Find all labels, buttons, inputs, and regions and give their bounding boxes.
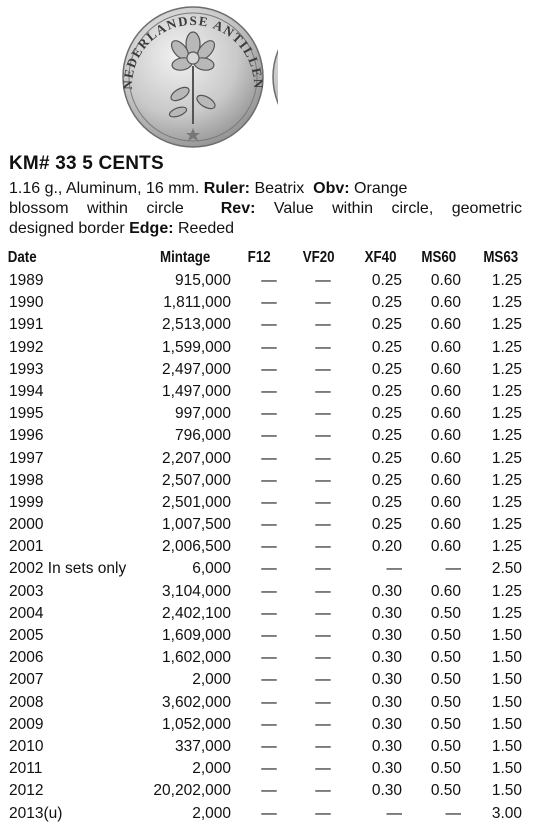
cell-f12: —: [261, 671, 277, 689]
cell-xf40: 0.25: [371, 493, 402, 511]
cell-date: 1995: [9, 405, 44, 423]
table-row: [0, 603, 540, 625]
cell-mintage: 915,000: [174, 272, 231, 289]
cell-vf20: —: [315, 760, 331, 778]
cell-ms63: 2.50: [491, 560, 522, 578]
cell-vf20: —: [315, 782, 331, 800]
table-row: [0, 692, 540, 714]
cell-mintage: 2,402,100: [162, 604, 231, 622]
cell-mintage: 6,000: [192, 560, 231, 578]
table-row: [0, 714, 540, 736]
cell-ms60: 0.50: [430, 737, 461, 755]
table-row: [0, 647, 540, 669]
cell-ms63: 1.25: [491, 493, 522, 511]
cell-f12: —: [261, 715, 277, 733]
table-row: [0, 581, 540, 603]
cell-vf20: —: [315, 649, 331, 667]
cell-f12: —: [261, 493, 277, 511]
cell-f12: —: [261, 693, 277, 711]
cell-f12: —: [261, 294, 277, 312]
cell-ms60: 0.50: [430, 760, 461, 778]
cell-ms60: 0.50: [430, 782, 461, 800]
cell-mintage: 1,007,500: [162, 516, 231, 534]
catalog-heading: KM# 33 5 CENTS: [9, 153, 164, 174]
cell-ms60: 0.60: [430, 338, 461, 356]
cell-ms60: 0.60: [430, 471, 461, 489]
header-mintage: Mintage: [159, 249, 211, 266]
cell-mintage: 997,000: [174, 405, 231, 423]
cell-ms63: 1.25: [491, 538, 522, 556]
cell-vf20: —: [315, 560, 331, 578]
coin-images: [118, 4, 278, 150]
cell-ms63: 1.50: [491, 693, 522, 711]
cell-ms60: 0.60: [430, 382, 461, 400]
cell-f12: —: [261, 471, 277, 489]
header-ms63: MS63: [483, 249, 519, 266]
table-row: [0, 359, 540, 381]
cell-xf40: 0.25: [371, 471, 402, 489]
cell-f12: —: [261, 338, 277, 356]
coin-description: [9, 179, 522, 239]
table-row: [0, 314, 540, 336]
cell-ms60: —: [445, 804, 461, 822]
cell-date: 2008: [9, 693, 44, 711]
cell-xf40: 0.30: [371, 627, 402, 644]
cell-vf20: —: [315, 427, 331, 445]
cell-date: 2013(u): [9, 804, 63, 822]
cell-date: 2010: [9, 737, 44, 755]
table-row: [0, 669, 540, 691]
table-row: [0, 514, 540, 536]
header-ms60: MS60: [421, 249, 457, 266]
table-row: [0, 625, 540, 647]
cell-xf40: 0.30: [371, 737, 402, 755]
table-row: [0, 558, 540, 580]
cell-xf40: 0.30: [371, 604, 402, 622]
cell-f12: —: [261, 449, 277, 467]
cell-date: 1996: [9, 427, 44, 445]
cell-ms63: 1.25: [491, 427, 522, 445]
cell-mintage: 2,497,000: [162, 360, 231, 378]
cell-ms60: 0.50: [430, 715, 461, 733]
cell-mintage: 3,602,000: [162, 693, 231, 711]
cell-date: 2012: [9, 782, 44, 800]
cell-f12: —: [261, 604, 277, 622]
cell-date: 2007: [9, 671, 44, 689]
cell-xf40: 0.30: [371, 693, 402, 711]
cell-date: 2003: [9, 582, 44, 600]
header-vf20: VF20: [302, 249, 335, 266]
cell-vf20: —: [315, 516, 331, 534]
cell-xf40: 0.25: [371, 338, 402, 356]
cell-mintage: 1,811,000: [163, 294, 231, 312]
cell-f12: —: [261, 516, 277, 534]
cell-ms63: 1.50: [491, 737, 522, 755]
cell-vf20: —: [315, 449, 331, 467]
cell-mintage: 2,501,000: [162, 493, 231, 511]
cell-ms63: 1.25: [491, 471, 522, 489]
table-row: [0, 536, 540, 558]
cell-xf40: 0.25: [371, 294, 402, 312]
cell-mintage: 20,202,000: [153, 782, 231, 800]
cell-ms60: 0.50: [430, 693, 461, 711]
cell-ms60: —: [445, 560, 461, 578]
cell-vf20: —: [315, 382, 331, 400]
cell-f12: —: [261, 382, 277, 400]
cell-date: 2009: [9, 715, 44, 733]
cell-date: 1994: [9, 382, 44, 400]
table-row: [0, 425, 540, 447]
cell-f12: —: [261, 804, 277, 822]
cell-xf40: 0.30: [371, 715, 402, 733]
cell-ms63: 3.00: [491, 804, 522, 822]
table-row: [0, 803, 540, 825]
cell-f12: —: [261, 427, 277, 445]
cell-ms60: 0.50: [430, 627, 461, 644]
cell-mintage: 3,104,000: [162, 582, 231, 600]
cell-ms63: 1.25: [491, 360, 522, 378]
cell-xf40: 0.25: [371, 316, 402, 334]
cell-ms60: 0.60: [430, 294, 461, 312]
cell-mintage: 1,602,000: [162, 649, 231, 667]
cell-vf20: —: [315, 360, 331, 378]
coin-reverse: [273, 7, 278, 147]
cell-date: 2006: [9, 649, 44, 667]
cell-ms60: 0.60: [430, 516, 461, 534]
table-row: [0, 448, 540, 470]
cell-vf20: —: [315, 604, 331, 622]
cell-mintage: 2,513,000: [162, 316, 231, 334]
cell-mintage: 1,052,000: [162, 715, 231, 733]
cell-f12: —: [261, 316, 277, 334]
cell-mintage: 2,000: [192, 760, 231, 778]
cell-ms60: 0.50: [430, 649, 461, 667]
cell-ms63: 1.50: [491, 671, 522, 689]
cell-xf40: 0.25: [371, 382, 402, 400]
cell-xf40: 0.30: [371, 582, 402, 600]
cell-vf20: —: [315, 693, 331, 711]
cell-mintage: 1,497,000: [162, 382, 231, 400]
cell-xf40: 0.25: [371, 427, 402, 445]
table-row: [0, 403, 540, 425]
cell-vf20: —: [315, 671, 331, 689]
cell-date: 2005: [9, 627, 44, 644]
cell-ms60: 0.60: [430, 582, 461, 600]
cell-ms63: 1.50: [491, 760, 522, 778]
cell-date: 1992: [9, 338, 44, 356]
table-body: [0, 270, 540, 825]
table-header: [0, 246, 519, 270]
cell-xf40: —: [386, 804, 402, 822]
table-row: [0, 780, 540, 802]
cell-ms63: 1.25: [491, 294, 522, 312]
cell-f12: —: [261, 582, 277, 600]
cell-ms60: 0.60: [430, 538, 461, 556]
cell-xf40: —: [386, 560, 402, 578]
cell-date: 2001: [9, 538, 44, 556]
cell-ms63: 1.25: [491, 449, 522, 467]
cell-vf20: —: [315, 804, 331, 822]
obverse-legend: NEDERLANDSE ANTILLEN: [119, 12, 267, 90]
cell-f12: —: [261, 760, 277, 778]
cell-ms63: 1.25: [491, 272, 522, 289]
cell-ms63: 1.50: [491, 627, 522, 644]
desc-line-2: blossom within circle Rev: Value within circle, geometric: [9, 200, 523, 217]
cell-ms63: 1.25: [491, 582, 522, 600]
cell-f12: —: [261, 782, 277, 800]
mintage-table: [0, 246, 540, 825]
cell-ms63: 1.25: [491, 405, 522, 423]
cell-ms60: 0.60: [430, 272, 461, 289]
cell-mintage: 1,609,000: [162, 627, 231, 644]
cell-mintage: 2,006,500: [162, 538, 231, 556]
header-xf40: XF40: [364, 249, 397, 266]
cell-ms63: 1.50: [491, 715, 522, 733]
table-row: [0, 470, 540, 492]
cell-vf20: —: [315, 272, 331, 289]
cell-ms63: 1.50: [491, 782, 522, 800]
cell-f12: —: [261, 272, 277, 289]
cell-date: 2000: [9, 516, 44, 534]
cell-mintage: 1,599,000: [162, 338, 231, 356]
cell-date: 1999: [9, 493, 44, 511]
cell-ms63: 1.25: [491, 338, 522, 356]
cell-date: 1997: [9, 449, 44, 467]
cell-vf20: —: [315, 715, 331, 733]
cell-ms63: 1.25: [491, 316, 522, 334]
cell-date: 2004: [9, 604, 44, 622]
cell-xf40: 0.30: [371, 649, 402, 667]
cell-f12: —: [261, 560, 277, 578]
cell-ms60: 0.50: [430, 671, 461, 689]
cell-f12: —: [261, 627, 277, 644]
cell-mintage: 796,000: [174, 427, 231, 445]
cell-vf20: —: [315, 471, 331, 489]
cell-xf40: 0.25: [371, 360, 402, 378]
cell-xf40: 0.30: [371, 782, 402, 800]
cell-f12: —: [261, 360, 277, 378]
cell-mintage: 2,207,000: [162, 449, 231, 467]
table-row: [0, 492, 540, 514]
cell-date: 2011: [9, 760, 43, 778]
cell-date: 1991: [9, 316, 44, 334]
table-row: [0, 758, 540, 780]
cell-vf20: —: [315, 338, 331, 356]
cell-ms63: 1.25: [491, 382, 522, 400]
table-row: [0, 337, 540, 359]
cell-date: 2002 In sets only: [9, 560, 127, 578]
cell-xf40: 0.25: [371, 272, 402, 289]
header-f12: F12: [247, 249, 271, 266]
cell-f12: —: [261, 737, 277, 755]
cell-mintage: 337,000: [174, 737, 231, 755]
cell-date: 1993: [9, 360, 44, 378]
cell-vf20: —: [315, 627, 331, 644]
cell-xf40: 0.30: [371, 760, 402, 778]
table-row: [0, 292, 540, 314]
cell-ms60: 0.60: [430, 493, 461, 511]
desc-line-3: designed border Edge: Reeded: [9, 220, 235, 237]
cell-ms60: 0.60: [430, 360, 461, 378]
cell-date: 1998: [9, 471, 44, 489]
table-row: [0, 270, 540, 292]
coin-obverse: [120, 7, 266, 147]
cell-vf20: —: [315, 582, 331, 600]
cell-f12: —: [261, 649, 277, 667]
table-row: [0, 736, 540, 758]
cell-ms60: 0.60: [430, 449, 461, 467]
cell-ms63: 1.50: [491, 649, 522, 667]
cell-xf40: 0.30: [371, 671, 402, 689]
table-row: [0, 381, 540, 403]
cell-ms63: 1.25: [491, 604, 522, 622]
header-date: Date: [7, 249, 37, 266]
cell-mintage: 2,000: [192, 804, 231, 822]
cell-xf40: 0.25: [371, 405, 402, 423]
cell-mintage: 2,000: [192, 671, 231, 689]
cell-vf20: —: [315, 493, 331, 511]
cell-ms60: 0.50: [430, 604, 461, 622]
cell-f12: —: [261, 405, 277, 423]
cell-date: 1990: [9, 294, 44, 312]
cell-vf20: —: [315, 405, 331, 423]
cell-f12: —: [261, 538, 277, 556]
cell-mintage: 2,507,000: [162, 471, 231, 489]
cell-date: 1989: [9, 272, 44, 289]
cell-vf20: —: [315, 316, 331, 334]
cell-ms63: 1.25: [491, 516, 522, 534]
cell-xf40: 0.25: [371, 449, 402, 467]
cell-xf40: 0.25: [371, 516, 402, 534]
cell-ms60: 0.60: [430, 405, 461, 423]
cell-vf20: —: [315, 294, 331, 312]
cell-ms60: 0.60: [430, 427, 461, 445]
desc-line-1: 1.16 g., Aluminum, 16 mm. Ruler: Beatrix Obv: Orange: [9, 180, 408, 197]
cell-vf20: —: [315, 737, 331, 755]
cell-ms60: 0.60: [430, 316, 461, 334]
cell-vf20: —: [315, 538, 331, 556]
cell-xf40: 0.20: [371, 538, 402, 556]
